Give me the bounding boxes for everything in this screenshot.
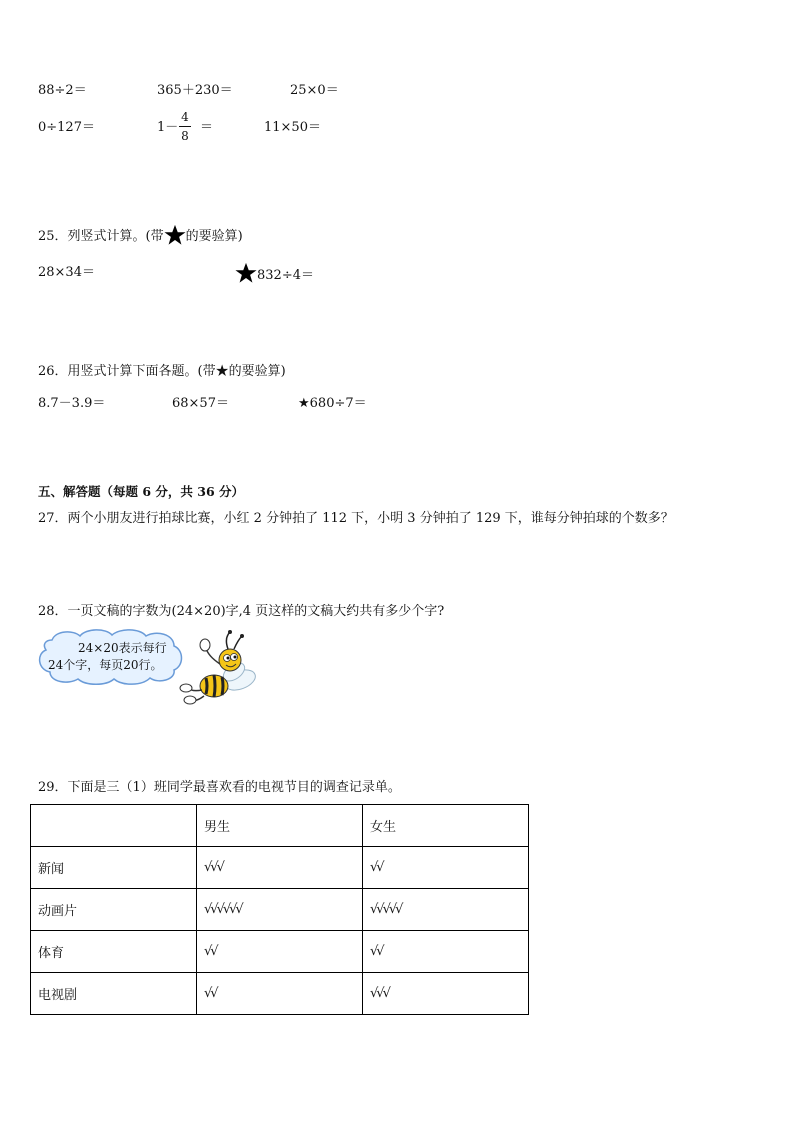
fraction-denominator: 8 xyxy=(181,129,189,143)
expr-365-plus-230: 365＋230＝ xyxy=(157,83,233,98)
star-icon xyxy=(235,262,257,284)
expr-fraction-equals: ＝ xyxy=(200,120,214,135)
table-cell-program: 体育 xyxy=(31,931,197,973)
table-row xyxy=(31,931,529,973)
table-row xyxy=(31,847,529,889)
q29-title: 29．下面是三（1）班同学最喜欢看的电视节目的调查记录单。 xyxy=(38,780,401,795)
table-cell-program: 电视剧 xyxy=(31,973,197,1015)
table-cell-boys: √√√ xyxy=(197,847,363,889)
table-cell-girls: √√√ xyxy=(363,973,529,1015)
q25-title xyxy=(38,224,243,246)
q26-title: 26．用竖式计算下面各题。(带★的要验算) xyxy=(38,364,286,379)
table-cell-boys: √√√√√√ xyxy=(197,889,363,931)
table-header-cell: 女生 xyxy=(363,805,529,847)
bubble-line-2: 24个字，每页20行。 xyxy=(48,658,163,672)
table-cell-boys: √√ xyxy=(197,931,363,973)
expr-25-times-0: 25×0＝ xyxy=(290,83,339,98)
fraction-bar xyxy=(179,126,191,127)
table-cell-program: 动画片 xyxy=(31,889,197,931)
expr-68-times-57: 68×57＝ xyxy=(172,396,229,411)
table-cell-girls: √√ xyxy=(363,847,529,889)
expr-832-div-4: 832÷4＝ xyxy=(257,268,314,283)
expr-11-times-50: 11×50＝ xyxy=(264,120,321,135)
table-header-row xyxy=(31,805,529,847)
q27-text: 27．两个小朋友进行拍球比赛，小红 2 分钟拍了 112 下，小明 3 分钟拍了 129 下，谁每分钟拍球的个数多？ xyxy=(38,511,674,526)
bee-icon xyxy=(178,630,262,710)
fraction-numerator: 4 xyxy=(181,110,189,124)
q25-title-post: 的要验算) xyxy=(185,229,243,244)
expr-8-7-minus-3-9: 8.7－3.9＝ xyxy=(38,396,106,411)
survey-table xyxy=(30,804,529,1015)
q25-title-pre: 25．列竖式计算。(带 xyxy=(38,229,164,244)
q28-text: 28．一页文稿的字数为(24×20)字,4 页这样的文稿大约共有多少个字? xyxy=(38,604,445,619)
expr-28-times-34: 28×34＝ xyxy=(38,265,95,280)
expr-star-832-div-4 xyxy=(235,262,314,284)
expr-star-680-div-7: ★680÷7＝ xyxy=(298,396,367,411)
expr-0-div-127: 0÷127＝ xyxy=(38,120,95,135)
table-cell-girls: √√ xyxy=(363,931,529,973)
bubble-line-1: 24×20表示每行 xyxy=(78,641,167,655)
table-row xyxy=(31,973,529,1015)
expr-one-minus: 1－ xyxy=(157,120,179,135)
table-cell-girls: √√√√√ xyxy=(363,889,529,931)
expr-88-div-2: 88÷2＝ xyxy=(38,83,87,98)
fraction-four-eighths xyxy=(178,110,192,144)
table-cell-program: 新闻 xyxy=(31,847,197,889)
section-5-heading: 五、解答题（每题 6 分，共 36 分） xyxy=(38,484,245,499)
table-header-cell: 男生 xyxy=(197,805,363,847)
bee-illustration xyxy=(178,630,262,714)
star-icon xyxy=(164,224,186,246)
table-cell-boys: √√ xyxy=(197,973,363,1015)
table-header-cell xyxy=(31,805,197,847)
table-row xyxy=(31,889,529,931)
